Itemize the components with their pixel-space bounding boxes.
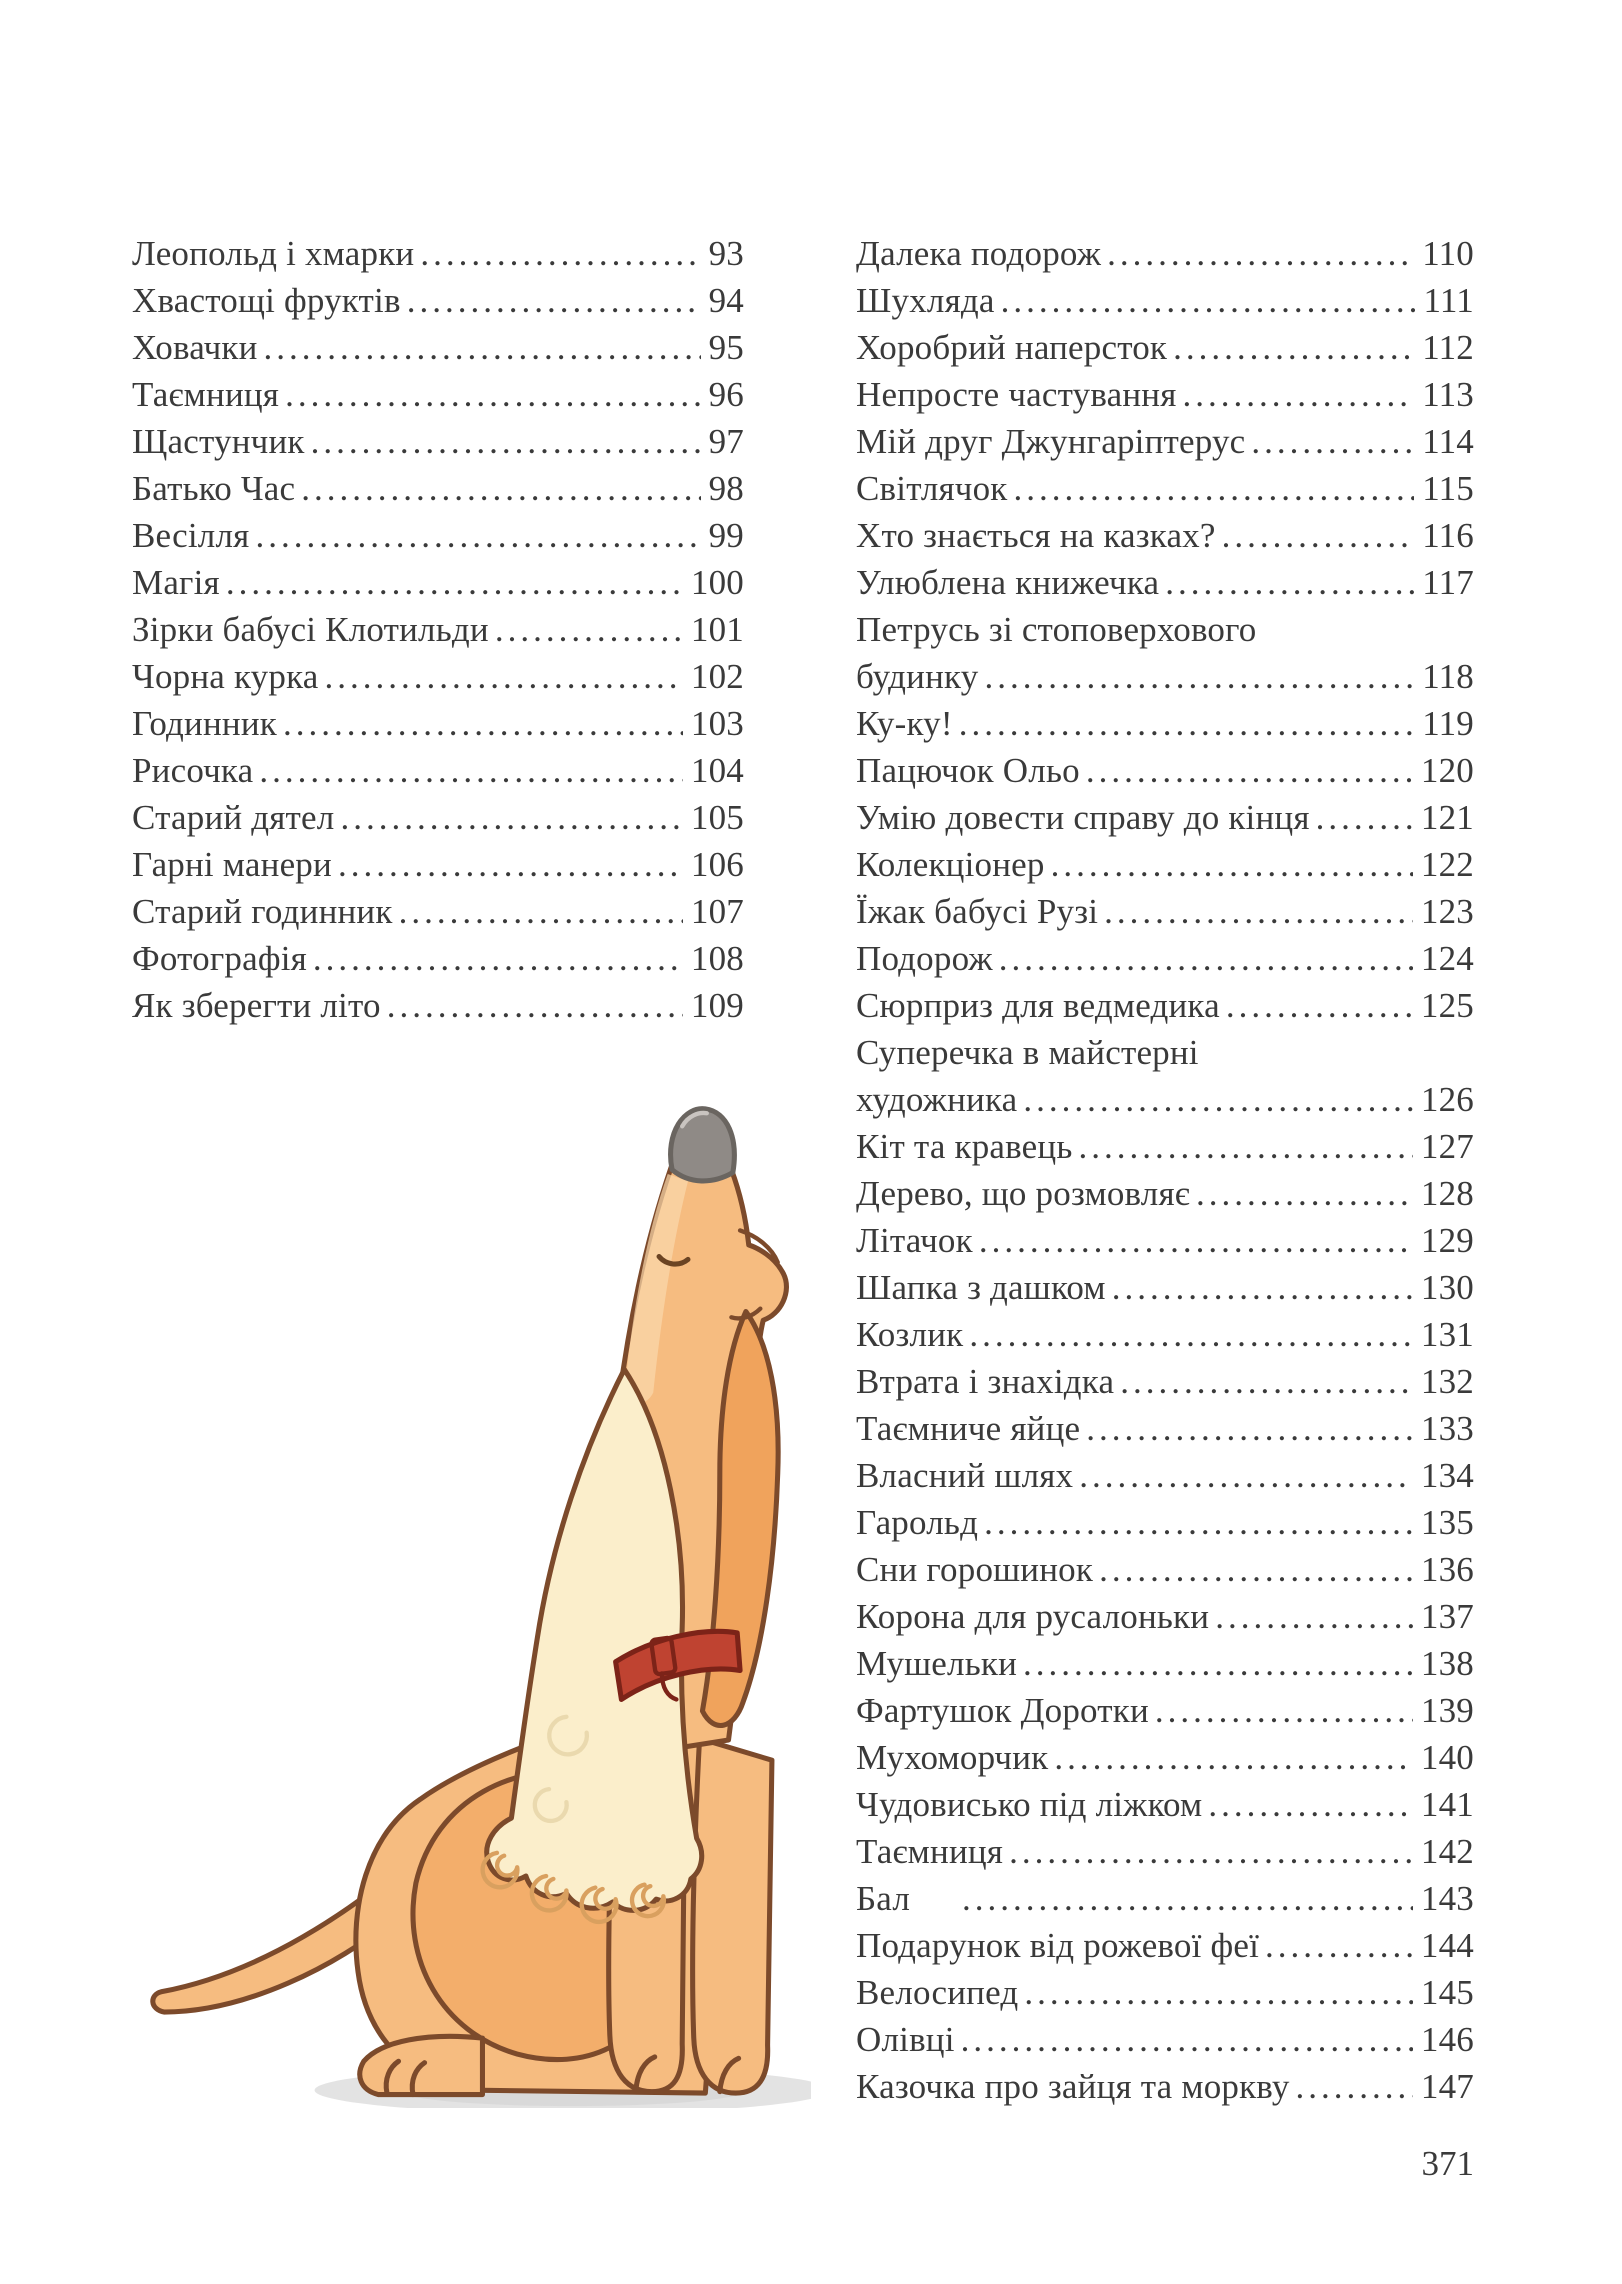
toc-entry xyxy=(856,1687,1474,1734)
toc-entry xyxy=(856,512,1474,559)
toc-entry-page: 110 xyxy=(1422,234,1474,273)
toc-entry xyxy=(132,935,744,982)
toc-entry xyxy=(856,1828,1474,1875)
dot-leader xyxy=(264,324,701,371)
toc-entry-title: Їжак бабусі Рузі xyxy=(856,892,1099,931)
toc-entry-page: 120 xyxy=(1420,751,1474,790)
toc-entry-title: Магія xyxy=(132,563,220,602)
dot-leader xyxy=(324,653,682,700)
toc-entry xyxy=(856,277,1474,324)
toc-entry-page: 133 xyxy=(1420,1409,1474,1448)
toc-entry-title: Гарні манери xyxy=(132,845,332,884)
toc-entry-title: Шухляда xyxy=(856,281,995,320)
toc-entry-title: Далека подорож xyxy=(856,234,1102,273)
toc-entry xyxy=(132,512,744,559)
dot-leader xyxy=(1120,1358,1413,1405)
dot-leader xyxy=(311,418,701,465)
toc-entry-title: Старий дятел xyxy=(132,798,335,837)
toc-entry-title: Зірки бабусі Клотильди xyxy=(132,610,489,649)
toc-entry xyxy=(856,794,1474,841)
toc-entry xyxy=(856,982,1474,1029)
toc-entry xyxy=(856,700,1474,747)
toc-entry-title: Петрусь зі стоповерхового xyxy=(856,610,1257,649)
dot-leader xyxy=(1215,1593,1413,1640)
toc-entry-title: Мушельки xyxy=(856,1644,1017,1683)
toc-entry-page: 121 xyxy=(1420,798,1474,837)
toc-entry xyxy=(856,1405,1474,1452)
dot-leader xyxy=(255,512,700,559)
toc-entry-title: Хоробрий наперсток xyxy=(856,328,1168,367)
dot-leader xyxy=(1208,1781,1413,1828)
toc-entry-page: 109 xyxy=(690,986,744,1025)
dog-nose xyxy=(671,1109,735,1181)
dot-leader xyxy=(283,700,683,747)
toc-entry xyxy=(856,1264,1474,1311)
toc-entry-title: Чорна курка xyxy=(132,657,319,696)
toc-entry-title: Таємниця xyxy=(132,375,280,414)
dot-leader xyxy=(1051,841,1413,888)
toc-entry-page: 141 xyxy=(1420,1785,1474,1824)
toc-entry-title: Ховачки xyxy=(132,328,258,367)
dot-leader xyxy=(1023,1076,1413,1123)
dot-leader xyxy=(1014,465,1415,512)
toc-entry-page: 146 xyxy=(1420,2020,1474,2059)
toc-entry xyxy=(132,465,744,512)
toc-column-right xyxy=(856,230,1474,2110)
toc-entry xyxy=(132,700,744,747)
toc-entry xyxy=(856,1217,1474,1264)
toc-entry xyxy=(856,1546,1474,1593)
dot-leader xyxy=(1024,1969,1412,2016)
dot-leader xyxy=(285,371,700,418)
toc-entry xyxy=(856,559,1474,606)
dot-leader xyxy=(1196,1170,1413,1217)
toc-entry-title: Власний шлях xyxy=(856,1456,1074,1495)
dot-leader xyxy=(1316,794,1413,841)
toc-entry-title: Суперечка в майстерні xyxy=(856,1033,1199,1072)
toc-entry-page: 118 xyxy=(1422,657,1474,696)
dot-leader xyxy=(1104,888,1413,935)
toc-entry-page: 108 xyxy=(690,939,744,978)
toc-entry xyxy=(856,1922,1474,1969)
toc-entry-page: 144 xyxy=(1420,1926,1474,1965)
toc-entry-page: 137 xyxy=(1420,1597,1474,1636)
toc-entry-title: Кіт та кравець xyxy=(856,1127,1073,1166)
toc-entry-title: Козлик xyxy=(856,1315,964,1354)
toc-entry-page: 101 xyxy=(690,610,744,649)
dot-leader xyxy=(340,794,682,841)
toc-entry-title: Пацючок Ольо xyxy=(856,751,1080,790)
toc-entry-title: Старий годинник xyxy=(132,892,393,931)
dot-leader xyxy=(969,1311,1413,1358)
toc-entry xyxy=(132,371,744,418)
dot-leader xyxy=(1023,1640,1413,1687)
toc-entry-title: Подорож xyxy=(856,939,993,978)
dot-leader xyxy=(959,700,1414,747)
toc-entry xyxy=(132,794,744,841)
toc-entry-page: 113 xyxy=(1422,375,1474,414)
toc-entry-title: Корона для русалоньки xyxy=(856,1597,1210,1636)
toc-entry-page: 96 xyxy=(708,375,744,414)
toc-entry-page: 95 xyxy=(708,328,744,367)
toc-entry-title: Мухоморчик xyxy=(856,1738,1049,1777)
toc-entry xyxy=(856,1029,1474,1076)
dot-leader xyxy=(984,1499,1413,1546)
dot-leader xyxy=(979,1217,1413,1264)
toc-entry-title: Сни горошинок xyxy=(856,1550,1094,1589)
toc-entry-title: Хвастощі фруктів xyxy=(132,281,401,320)
dot-leader xyxy=(984,653,1414,700)
dot-leader xyxy=(226,559,683,606)
toc-entry-title: будинку xyxy=(856,657,979,696)
dot-leader xyxy=(999,935,1413,982)
dot-leader xyxy=(407,277,701,324)
dot-leader xyxy=(1099,1546,1413,1593)
toc-entry xyxy=(856,1734,1474,1781)
toc-entry-title: Як зберегти літо xyxy=(132,986,381,1025)
toc-entry-page: 103 xyxy=(690,704,744,743)
toc-entry-page: 125 xyxy=(1420,986,1474,1025)
toc-entry xyxy=(856,1123,1474,1170)
toc-entry xyxy=(856,324,1474,371)
toc-entry-page: 99 xyxy=(708,516,744,555)
toc-entry-page: 139 xyxy=(1420,1691,1474,1730)
toc-entry xyxy=(132,888,744,935)
dog-illustration xyxy=(138,1094,811,2108)
toc-entry-page: 107 xyxy=(690,892,744,931)
toc-entry xyxy=(856,1640,1474,1687)
toc-entry-title: Фотографія xyxy=(132,939,307,978)
dot-leader xyxy=(1086,747,1413,794)
toc-entry-page: 97 xyxy=(708,422,744,461)
toc-entry-title: Непросте частування xyxy=(856,375,1177,414)
dot-leader xyxy=(1173,324,1414,371)
toc-entry-title: Казочка про зайця та моркву xyxy=(856,2067,1290,2106)
toc-entry xyxy=(856,1311,1474,1358)
toc-entry xyxy=(856,935,1474,982)
toc-entry-title: Годинник xyxy=(132,704,277,743)
toc-entry-page: 127 xyxy=(1420,1127,1474,1166)
toc-entry-title: Подарунок від рожевої феї xyxy=(856,1926,1260,1965)
toc-entry xyxy=(132,418,744,465)
toc-entry-page: 119 xyxy=(1422,704,1474,743)
toc-entry xyxy=(856,418,1474,465)
toc-entry xyxy=(132,606,744,653)
toc-entry-page: 102 xyxy=(690,657,744,696)
toc-entry-page: 132 xyxy=(1420,1362,1474,1401)
toc-entry xyxy=(856,1781,1474,1828)
dot-leader xyxy=(1112,1264,1413,1311)
toc-entry-page: 145 xyxy=(1420,1973,1474,2012)
toc-entry-page: 140 xyxy=(1420,1738,1474,1777)
toc-entry xyxy=(856,1499,1474,1546)
toc-entry-title: Умію довести справу до кінця xyxy=(856,798,1310,837)
toc-entry-page: 134 xyxy=(1420,1456,1474,1495)
toc-entry-page: 117 xyxy=(1422,563,1474,602)
toc-entry xyxy=(856,653,1474,700)
toc-entry-page: 98 xyxy=(708,469,744,508)
toc-entry-title: Олівці xyxy=(856,2020,955,2059)
toc-entry-title: Таємниче яйце xyxy=(856,1409,1081,1448)
toc-entry-title: Колекціонер xyxy=(856,845,1045,884)
dot-leader xyxy=(387,982,683,1029)
dot-leader xyxy=(1183,371,1415,418)
toc-entry-page: 105 xyxy=(690,798,744,837)
dot-leader xyxy=(1079,1452,1413,1499)
toc-entry-page: 128 xyxy=(1420,1174,1474,1213)
dot-leader xyxy=(1265,1922,1413,1969)
toc-entry-page: 93 xyxy=(708,234,744,273)
page-number: 371 xyxy=(1421,2144,1474,2183)
toc-entry xyxy=(856,841,1474,888)
dot-leader xyxy=(1107,230,1414,277)
dot-leader xyxy=(962,1875,1413,1922)
dot-leader xyxy=(1079,1123,1413,1170)
toc-entry-title: Велосипед xyxy=(856,1973,1019,2012)
toc-entry-title: Щастунчик xyxy=(132,422,305,461)
toc-entry-title: Сюрприз для ведмедика xyxy=(856,986,1220,1025)
dot-leader xyxy=(1155,1687,1413,1734)
toc-entry xyxy=(856,371,1474,418)
toc-entry-title: Дерево, що розмовляє xyxy=(856,1174,1190,1213)
toc-entry xyxy=(856,1170,1474,1217)
dot-leader xyxy=(1086,1405,1413,1452)
toc-entry-title: художника xyxy=(856,1080,1018,1119)
toc-entry-title: Таємниця xyxy=(856,1832,1004,1871)
toc-entry-title: Літачок xyxy=(856,1221,973,1260)
toc-entry xyxy=(132,324,744,371)
toc-entry-title: Батько Час xyxy=(132,469,296,508)
toc-entry-title: Весілля xyxy=(132,516,250,555)
dot-leader xyxy=(399,888,683,935)
dot-leader xyxy=(338,841,683,888)
toc-entry xyxy=(856,1358,1474,1405)
dot-leader xyxy=(301,465,700,512)
toc-entry-page: 100 xyxy=(690,563,744,602)
toc-entry xyxy=(856,747,1474,794)
toc-entry-page: 147 xyxy=(1420,2067,1474,2106)
dot-leader xyxy=(1001,277,1416,324)
toc-entry-title: Втрата і знахідка xyxy=(856,1362,1115,1401)
toc-entry-page: 135 xyxy=(1420,1503,1474,1542)
toc-entry-page: 122 xyxy=(1420,845,1474,884)
toc-entry xyxy=(856,606,1474,653)
dot-leader xyxy=(1054,1734,1413,1781)
toc-entry xyxy=(856,2016,1474,2063)
toc-entry-title: Улюблена книжечка xyxy=(856,563,1160,602)
toc-entry xyxy=(132,230,744,277)
toc-entry-title: Фартушок Доротки xyxy=(856,1691,1149,1730)
toc-entry-page: 106 xyxy=(690,845,744,884)
toc-entry-page: 126 xyxy=(1420,1080,1474,1119)
toc-entry-page: 142 xyxy=(1420,1832,1474,1871)
toc-entry-page: 94 xyxy=(708,281,744,320)
toc-entry xyxy=(856,465,1474,512)
toc-entry xyxy=(856,1452,1474,1499)
dot-leader xyxy=(1009,1828,1413,1875)
dot-leader xyxy=(1296,2063,1413,2110)
toc-entry-page: 116 xyxy=(1422,516,1474,555)
toc-entry-page: 136 xyxy=(1420,1550,1474,1589)
toc-entry-title: Леопольд і хмарки xyxy=(132,234,415,273)
toc-entry-title: Бал xyxy=(856,1879,911,1918)
toc-entry xyxy=(132,559,744,606)
toc-entry-page: 104 xyxy=(690,751,744,790)
dot-leader xyxy=(1226,982,1413,1029)
toc-entry-page: 130 xyxy=(1420,1268,1474,1307)
dot-leader xyxy=(1251,418,1414,465)
toc-entry-page: 143 xyxy=(1420,1879,1474,1918)
toc-entry-page: 112 xyxy=(1422,328,1474,367)
toc-entry-title: Шапка з дашком xyxy=(856,1268,1106,1307)
toc-entry-title: Світлячок xyxy=(856,469,1008,508)
toc-entry xyxy=(856,230,1474,277)
toc-entry xyxy=(132,277,744,324)
toc-entry-page: 131 xyxy=(1420,1315,1474,1354)
toc-entry-page: 115 xyxy=(1422,469,1474,508)
dot-leader xyxy=(1165,559,1414,606)
toc-entry xyxy=(132,982,744,1029)
toc-entry-page: 129 xyxy=(1420,1221,1474,1260)
dot-leader xyxy=(420,230,700,277)
toc-column-left xyxy=(132,230,744,1029)
toc-entry xyxy=(856,1076,1474,1123)
toc-entry xyxy=(856,1593,1474,1640)
toc-entry xyxy=(856,1875,1474,1922)
toc-entry-page: 138 xyxy=(1420,1644,1474,1683)
toc-entry-title: Рисочка xyxy=(132,751,254,790)
toc-entry xyxy=(132,747,744,794)
toc-entry-title: Гарольд xyxy=(856,1503,979,1542)
toc-entry-page: 111 xyxy=(1423,281,1474,320)
toc-entry-title: Хто знається на казках? xyxy=(856,516,1216,555)
dot-leader xyxy=(313,935,683,982)
toc-entry-title: Ку-ку! xyxy=(856,704,953,743)
toc-entry xyxy=(132,841,744,888)
toc-entry xyxy=(132,653,744,700)
dot-leader xyxy=(495,606,683,653)
dot-leader xyxy=(259,747,683,794)
toc-entry-page: 124 xyxy=(1420,939,1474,978)
toc-entry xyxy=(856,1969,1474,2016)
toc-entry xyxy=(856,2063,1474,2110)
toc-entry-title: Чудовисько під ліжком xyxy=(856,1785,1203,1824)
toc-entry xyxy=(856,888,1474,935)
dot-leader xyxy=(961,2016,1413,2063)
dot-leader xyxy=(1222,512,1415,559)
toc-entry-page: 114 xyxy=(1422,422,1474,461)
toc-entry-page: 123 xyxy=(1420,892,1474,931)
toc-entry-title: Мій друг Джунгаріптерус xyxy=(856,422,1246,461)
dog-front-leg xyxy=(693,1738,772,2093)
